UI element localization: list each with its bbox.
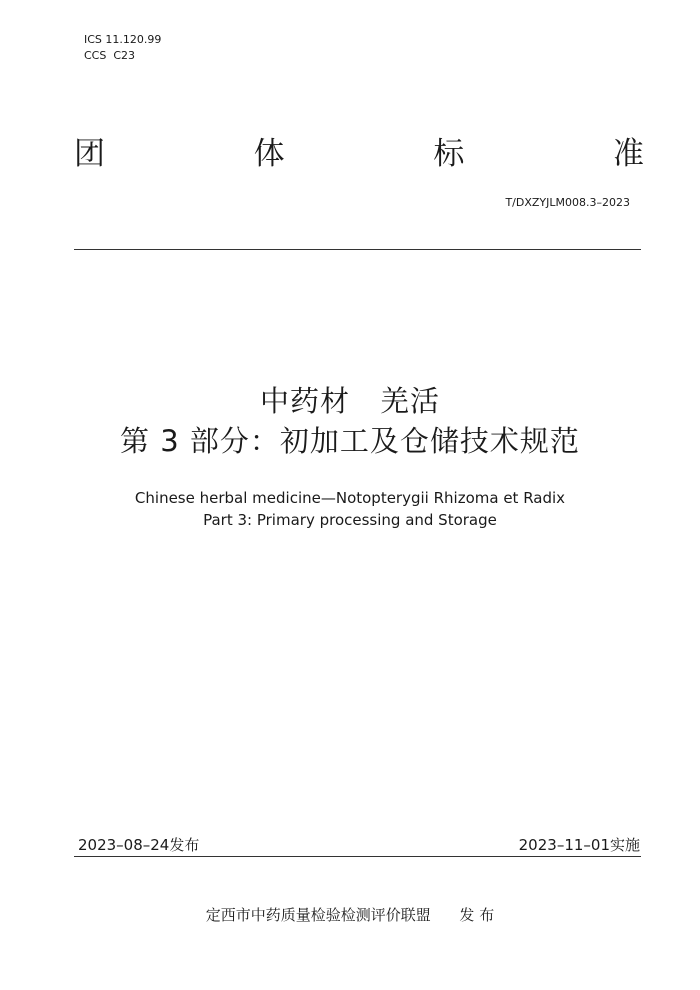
- implement-date: 2023–11–01实施: [518, 836, 640, 854]
- standard-type-char: 准: [612, 136, 644, 172]
- issue-date: 2023–08–24发布: [78, 836, 200, 854]
- top-divider: [74, 249, 641, 250]
- bottom-divider: [74, 856, 641, 857]
- ics-code: ICS 11.120.99: [84, 33, 162, 46]
- title-cn-line1: 中药材 羌活: [259, 384, 440, 418]
- standard-number: T/DXZYJLM008.3–2023: [505, 196, 630, 209]
- title-en-line1: Chinese herbal medicine—Notopterygii Rhizoma et Radix: [134, 489, 566, 507]
- title-cn-line2: 第 3 部分：初加工及仓储技术规范: [120, 424, 580, 458]
- publisher-action: 发 布: [459, 906, 495, 924]
- classification-codes: [84, 32, 161, 64]
- ccs-code: CCS C23: [84, 49, 136, 62]
- standard-type-char: 团: [74, 136, 105, 172]
- publisher-gap: [431, 906, 460, 924]
- publisher-name: 定西市中药质量检验检测评价联盟: [205, 906, 431, 924]
- title-en-line2: Part 3: Primary processing and Storage: [203, 511, 497, 529]
- standard-type-heading: [74, 134, 644, 174]
- standard-type-char: 标: [433, 136, 465, 172]
- standard-type-char: 体: [253, 136, 285, 172]
- publisher-line: [0, 904, 700, 925]
